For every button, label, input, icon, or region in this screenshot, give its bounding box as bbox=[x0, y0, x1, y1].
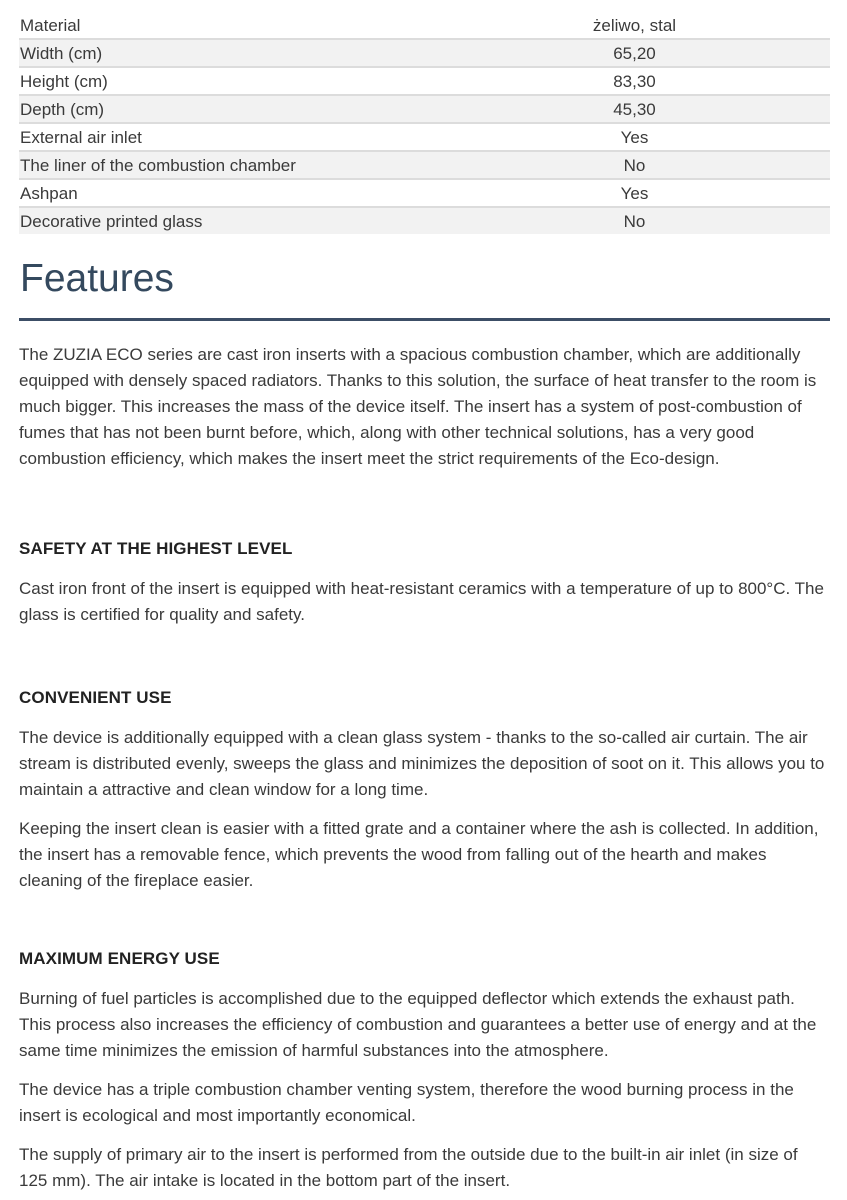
spec-row-height bbox=[19, 67, 830, 95]
spec-label: External air inlet bbox=[19, 123, 439, 151]
spec-value: No bbox=[439, 151, 830, 179]
spec-label: Height (cm) bbox=[19, 67, 439, 95]
spec-value: żeliwo, stal bbox=[439, 12, 830, 39]
spec-label: Decorative printed glass bbox=[19, 207, 439, 234]
section-paragraph: Burning of fuel particles is accomplished due to the equipped deflector which extends the exhaust path. This process also increases the efficiency of combustion and guarantees a better use of energy and at the same time minimizes the emission of harmful substances into the atmosphere. bbox=[19, 989, 817, 1060]
features-heading: Features bbox=[19, 256, 830, 321]
section-heading-energy-use: MAXIMUM ENERGY USE bbox=[19, 949, 220, 968]
spec-row-chamber-liner bbox=[19, 151, 830, 179]
spec-row-depth bbox=[19, 95, 830, 123]
spec-value: 65,20 bbox=[439, 39, 830, 67]
spec-row-width bbox=[19, 39, 830, 67]
spec-label: Width (cm) bbox=[19, 39, 439, 67]
spec-row-material bbox=[19, 12, 830, 39]
section-paragraph: The device has a triple combustion chamber venting system, therefore the wood burning process in the insert is ecological and most importantly economical. bbox=[19, 1080, 794, 1125]
spec-label: The liner of the combustion chamber bbox=[19, 151, 439, 179]
section-paragraph: Keeping the insert clean is easier with a fitted grate and a container where the ash is collected. In addition, the insert has a removable fence, which prevents the wood from falling out of the hearth and makes cleaning of the fireplace easier. bbox=[19, 819, 819, 890]
spec-value: Yes bbox=[439, 179, 830, 207]
spec-row-external-air-inlet bbox=[19, 123, 830, 151]
spec-value: No bbox=[439, 207, 830, 234]
section-heading-safety: SAFETY AT THE HIGHEST LEVEL bbox=[19, 539, 293, 558]
spec-label: Depth (cm) bbox=[19, 95, 439, 123]
spec-value: Yes bbox=[439, 123, 830, 151]
features-intro: The ZUZIA ECO series are cast iron inserts with a spacious combustion chamber, which are additionally equipped with densely spaced radiators. Thanks to this solution, the surface of heat transfer to the room is much bigger. This increases the mass of the device itself. The insert has a system of post-combustion of fumes that has not been burnt before, which, along with other technical solutions, has a very good combustion efficiency, which makes the insert meet the strict requirements of the Eco-design. bbox=[19, 345, 817, 468]
section-heading-convenient-use: CONVENIENT USE bbox=[19, 688, 172, 707]
features-content bbox=[19, 342, 829, 1194]
spec-row-decorative-glass bbox=[19, 207, 830, 234]
spec-value: 83,30 bbox=[439, 67, 830, 95]
section-paragraph: The device is additionally equipped with a clean glass system - thanks to the so-called air curtain. The air stream is distributed evenly, sweeps the glass and minimizes the deposition of soot on it. This allows you to maintain a attractive and clean window for a long time. bbox=[19, 728, 825, 799]
spec-row-ashpan bbox=[19, 179, 830, 207]
specs-table bbox=[19, 12, 830, 234]
spec-label: Ashpan bbox=[19, 179, 439, 207]
spec-value: 45,30 bbox=[439, 95, 830, 123]
section-paragraph: The supply of primary air to the insert is performed from the outside due to the built-in air inlet (in size of 125 mm). The air intake is located in the bottom part of the insert. bbox=[19, 1145, 798, 1190]
spec-label: Material bbox=[19, 12, 439, 39]
section-paragraph: Cast iron front of the insert is equipped with heat-resistant ceramics with a temperature of up to 800°C. The glass is certified for quality and safety. bbox=[19, 579, 824, 624]
